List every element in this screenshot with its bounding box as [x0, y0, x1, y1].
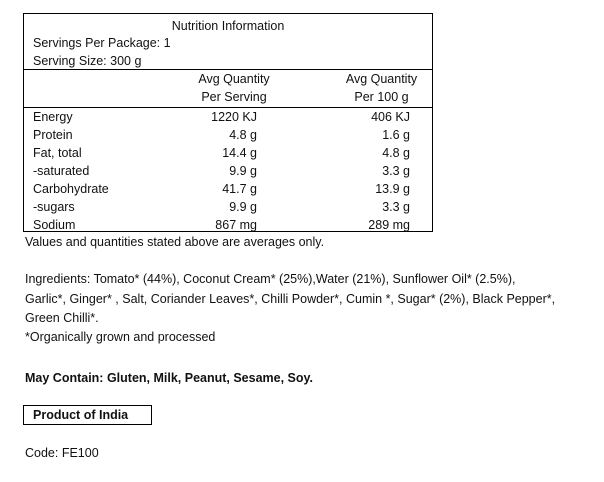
nutrient-label: Sodium: [33, 218, 76, 232]
nutrient-rows: [24, 108, 432, 234]
nutrition-table: [23, 13, 433, 232]
per-serving-value: 9.9 g: [229, 200, 257, 214]
per-serving-value: 4.8 g: [229, 128, 257, 142]
table-row: [24, 180, 432, 198]
per-serving-value: 1220 KJ: [211, 110, 257, 124]
table-row: [24, 108, 432, 126]
nutrient-label: -saturated: [33, 164, 90, 178]
header-per-100g-1: Avg Quantity: [345, 72, 418, 86]
servings-per-package: Servings Per Package: 1: [33, 36, 171, 50]
per-serving-value: 867 mg: [215, 218, 257, 232]
per-100g-value: 13.9 g: [375, 182, 410, 196]
ingredients-line-3: Green Chilli*.: [25, 311, 99, 325]
nutrient-label: Protein: [33, 128, 73, 142]
ingredients-line-2: Garlic*, Ginger* , Salt, Coriander Leaves*, Chilli Powder*, Cumin *, Sugar* (2%), Black Pepper*,: [25, 292, 556, 306]
table-row: [24, 216, 432, 234]
per-100g-value: 3.3 g: [382, 164, 410, 178]
averages-note: Values and quantities stated above are averages only.: [25, 235, 325, 249]
nutrient-label: Fat, total: [33, 146, 82, 160]
organic-note: *Organically grown and processed: [25, 330, 216, 344]
ingredients-line-1: Ingredients: Tomato* (44%), Coconut Cream* (25%),Water (21%), Sunflower Oil* (2.5%),: [25, 272, 516, 286]
table-row: [24, 144, 432, 162]
per-serving-value: 14.4 g: [222, 146, 257, 160]
table-title: Nutrition Information: [171, 19, 285, 33]
table-row: [24, 198, 432, 216]
per-100g-value: 406 KJ: [371, 110, 410, 124]
allergen-statement: May Contain: Gluten, Milk, Peanut, Sesame, Soy.: [25, 371, 314, 385]
origin-box: [23, 405, 152, 425]
header-per-serving-1: Avg Quantity: [198, 72, 270, 86]
per-100g-value: 289 mg: [368, 218, 410, 232]
nutrient-label: Carbohydrate: [33, 182, 109, 196]
per-serving-value: 9.9 g: [229, 164, 257, 178]
origin-label: Product of India: [33, 408, 129, 422]
per-serving-value: 41.7 g: [222, 182, 257, 196]
per-100g-value: 1.6 g: [382, 128, 410, 142]
product-code: Code: FE100: [25, 446, 99, 460]
table-row: [24, 126, 432, 144]
header-per-serving-2: Per Serving: [201, 90, 267, 104]
table-row: [24, 162, 432, 180]
nutrient-label: -sugars: [33, 200, 75, 214]
serving-size: Serving Size: 300 g: [33, 54, 142, 68]
per-100g-value: 3.3 g: [382, 200, 410, 214]
header-per-100g-2: Per 100 g: [354, 90, 409, 104]
per-100g-value: 4.8 g: [382, 146, 410, 160]
nutrient-label: Energy: [33, 110, 73, 124]
